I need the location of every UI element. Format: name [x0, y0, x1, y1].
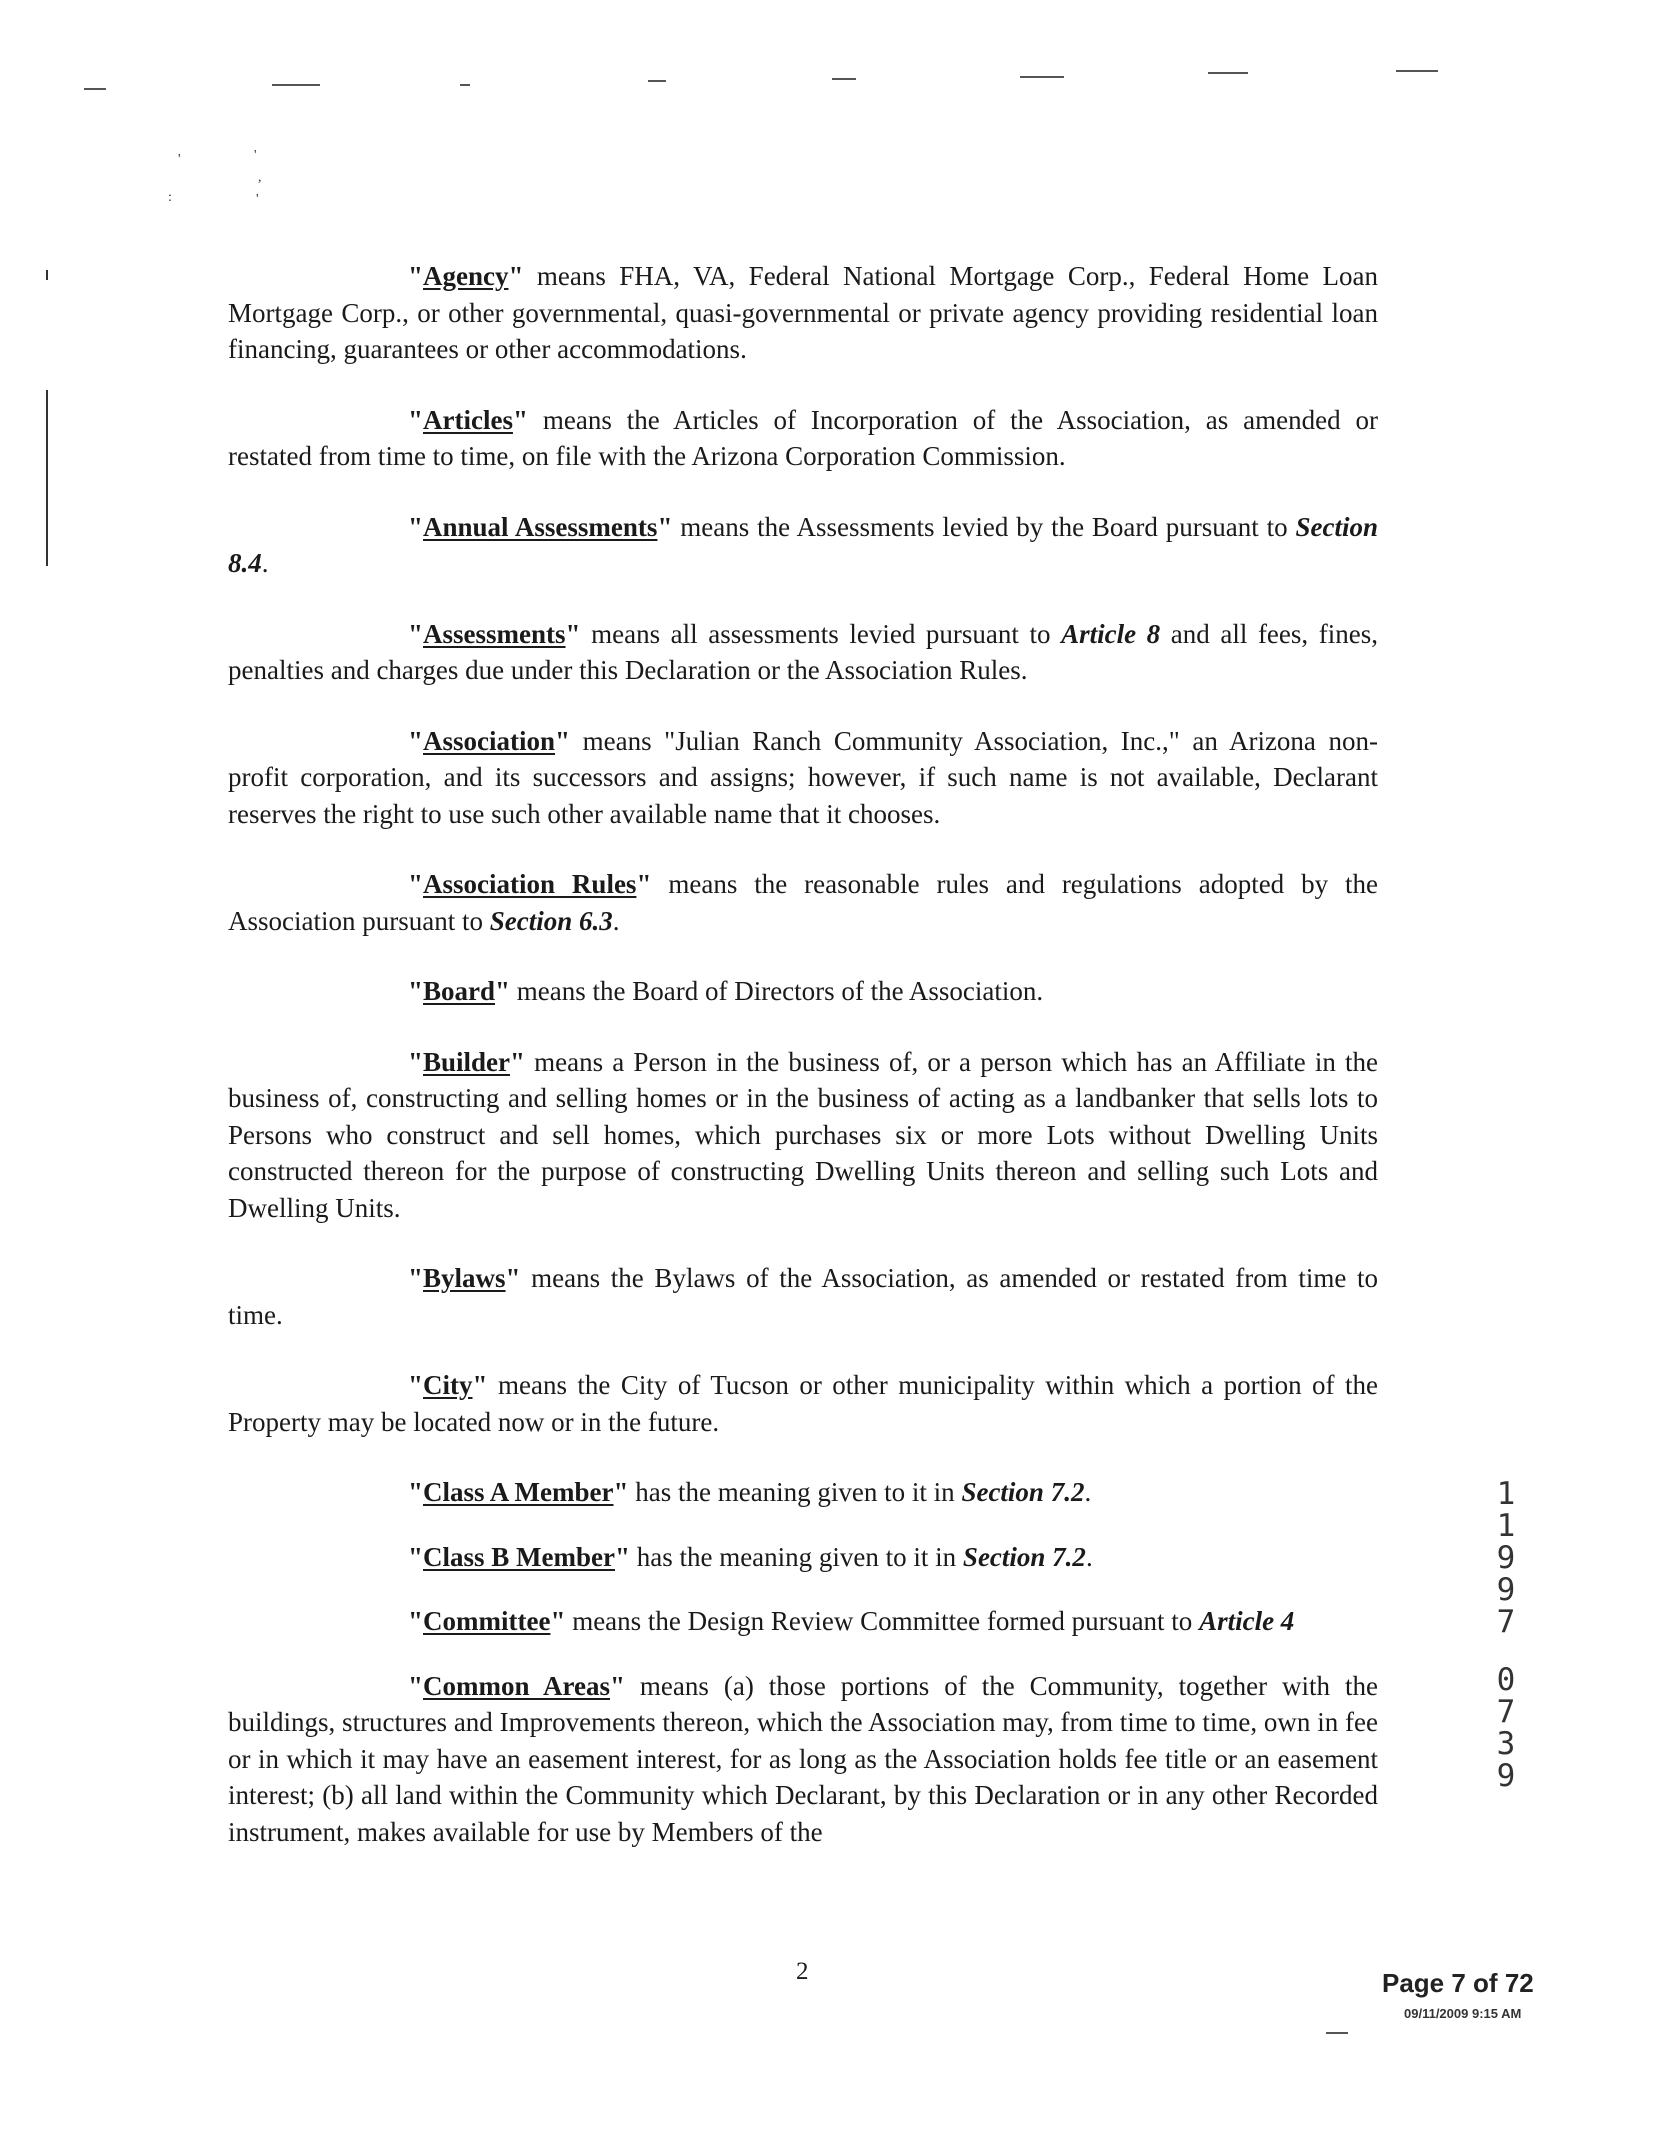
definition-text: means "Julian Ranch Community Association, Inc.," an Arizona non-profit corporation, and its successors and assigns; however, if such name is not available, Declarant reserves the right to use such other available name that it chooses.	[228, 725, 1378, 829]
definition-common-areas: "Common Areas" means (a) those portions of the Community, together with the buildings, structures and Improvements thereon, which the Association may, from time to time, own in fee or in which it may have an easement interest, for as long as the Association holds fee title or an easement interest; (b) all land within the Community which Declarant, by this Declaration or in any other Recorded instrument, makes available for use by Members of the	[228, 1670, 1379, 1847]
scan-speck: :	[168, 190, 172, 205]
recording-digit: 1	[1496, 1476, 1516, 1512]
definition-text-after: and all fees, fines, penalties and charges due under this Declaration or the Association Rules.	[228, 618, 1378, 685]
definition-board: "Board" means the Board of Directors of the Association.	[408, 976, 1044, 1006]
definition-class-b-member: "Class B Member" has the meaning given to it in Section 7.2.	[408, 1541, 1093, 1572]
definition-committee: "Committee" means the Design Review Committee formed pursuant to Article 4	[408, 1606, 1295, 1636]
definition-text: means all assessments levied pursuant to	[580, 618, 1062, 649]
definition-text: has the meaning given to it in	[628, 1477, 962, 1507]
term-name: Board	[423, 976, 496, 1006]
recorder-datetime-stamp: 09/11/2009 9:15 AM	[1404, 2006, 1522, 2021]
term-name: Class B Member	[423, 1541, 615, 1572]
scan-dash	[1020, 76, 1064, 78]
scan-dash	[272, 84, 320, 86]
term-name: Bylaws	[423, 1263, 506, 1293]
definition-text: means the reasonable rules and regulations adopted by the Association pursuant to	[228, 869, 1378, 936]
term-name: Committee	[423, 1606, 551, 1636]
term-name: Class A Member	[423, 1477, 614, 1507]
definition-class-a-member: "Class A Member" has the meaning given to it in Section 7.2.	[408, 1477, 1092, 1507]
definition-builder: "Builder" means a Person in the business of, or a person which has an Affiliate in the business of, constructing and selling homes or in the business of acting as a landbanker that sells lots to Persons who construct and sell homes, which purchases six or more Lots without Dwelling Units constructed thereon for the purpose of constructing Dwelling Units thereon and selling such Lots and Dwelling Units.	[228, 1046, 1378, 1223]
recording-digit: 9	[1496, 1540, 1516, 1576]
definition-text: means FHA, VA, Federal National Mortgage Corp., Federal Home Loan Mortgage Corp., or other governmental, quasi-governmental or private agency providing residential loan financing, guarantees or other accommodations.	[228, 261, 1378, 364]
definition-text-after: .	[1084, 1477, 1092, 1507]
section-reference: Section 6.3	[489, 905, 613, 936]
scan-dash	[1326, 2032, 1348, 2034]
definition-assessments: "Assessments" means all assessments levied pursuant to Article 8 and all fees, fines, penalties and charges due under this Declaration or the Association Rules.	[228, 618, 1378, 685]
term-name: Annual Assessments	[423, 511, 658, 542]
term-name: Builder	[423, 1046, 511, 1077]
section-reference: Section 7.2	[962, 1541, 1086, 1572]
recording-digit: 3	[1496, 1726, 1516, 1762]
definition-bylaws: "Bylaws" means the Bylaws of the Association, as amended or restated from time to time.	[228, 1263, 1378, 1330]
definition-association: "Association" means "Julian Ranch Community Association, Inc.," an Arizona non-profit corporation, and its successors and assigns; however, if such name is not available, Declarant reserves the right to use such other available name that it chooses.	[228, 725, 1378, 829]
recording-number-vertical	[1493, 1478, 1519, 1792]
term-name: Association Rules	[423, 869, 637, 899]
definition-text: means (a) those portions of the Community, together with the buildings, structures and Improvements thereon, which the Association may, from time to time, own in fee or in which it may have an easement interest, for as long as the Association holds fee title or an easement interest; (b) all land within the Community which Declarant, by this Declaration or in any other Recorded instrument, makes available for use by Members of the	[228, 1670, 1379, 1847]
term-name: City	[423, 1370, 473, 1400]
definition-agency: "Agency" means FHA, VA, Federal National Mortgage Corp., Federal Home Loan Mortgage Corp., or other governmental, quasi-governmental or private agency providing residential loan financing, guarantees or other accommodations.	[228, 261, 1378, 364]
article-reference: Article 4	[1199, 1606, 1295, 1636]
scan-dash	[832, 78, 856, 80]
definition-text: means the Bylaws of the Association, as amended or restated from time to time.	[228, 1263, 1378, 1330]
recording-digit: 0	[1496, 1662, 1516, 1698]
term-name: Agency	[423, 261, 509, 291]
definition-annual-assessments: "Annual Assessments" means the Assessments levied by the Board pursuant to Section 8.4.	[228, 511, 1379, 578]
scan-margin-mark	[46, 390, 48, 566]
definition-text-after: .	[261, 548, 269, 578]
definition-text-after: .	[612, 905, 620, 936]
scan-dash	[1208, 72, 1248, 74]
definitions-list	[228, 258, 1378, 1884]
definition-text: means the Articles of Incorporation of the Association, as amended or restated from time to time, on file with the Arizona Corporation Commission.	[228, 404, 1378, 471]
definition-text: means the Board of Directors of the Association.	[510, 976, 1044, 1006]
scan-dash	[84, 88, 106, 90]
section-reference: Section 7.2	[961, 1477, 1085, 1507]
section-reference: Section 8.4	[228, 511, 1379, 578]
term-name: Association	[423, 725, 556, 756]
scan-speck: '	[256, 192, 259, 207]
scan-margin-mark	[46, 270, 48, 280]
recording-digit: 7	[1496, 1694, 1516, 1730]
term-name: Common Areas	[423, 1670, 610, 1701]
recording-digit: 1	[1496, 1508, 1516, 1544]
definition-text: means the Assessments levied by the Board pursuant to	[672, 511, 1296, 542]
scan-speck: ,	[258, 170, 262, 185]
scan-speck: '	[254, 148, 257, 163]
article-reference: Article 8	[1061, 618, 1161, 649]
term-name: Articles	[423, 404, 513, 435]
definition-text: has the meaning given to it in	[629, 1541, 963, 1572]
scan-speck: '	[178, 152, 181, 167]
definition-text: means the City of Tucson or other municipality within which a portion of the Property may be located now or in the future.	[228, 1370, 1378, 1437]
scan-dash	[1396, 70, 1438, 72]
term-name: Assessments	[423, 618, 566, 649]
definition-association-rules: "Association Rules" means the reasonable rules and regulations adopted by the Association pursuant to Section 6.3.	[228, 869, 1378, 936]
scan-dash	[648, 80, 666, 82]
recording-digit: 9	[1496, 1572, 1516, 1608]
definition-articles: "Articles" means the Articles of Incorporation of the Association, as amended or restated from time to time, on file with the Arizona Corporation Commission.	[228, 404, 1378, 471]
definition-text: means the Design Review Committee formed pursuant to	[565, 1606, 1200, 1636]
page-number: 2	[796, 1958, 809, 1985]
recording-digit: 9	[1496, 1758, 1516, 1794]
scan-dash	[460, 84, 470, 86]
definition-city: "City" means the City of Tucson or other municipality within which a portion of the Property may be located now or in the future.	[228, 1370, 1378, 1437]
recording-digit: 7	[1496, 1604, 1516, 1640]
definition-text: means a Person in the business of, or a person which has an Affiliate in the business of, constructing and selling homes or in the business of acting as a landbanker that sells lots to Persons who construct and sell homes, which purchases six or more Lots without Dwelling Units constructed thereon for the purpose of constructing Dwelling Units thereon and selling such Lots and Dwelling Units.	[228, 1046, 1378, 1223]
recorder-page-stamp: Page 7 of 72	[1382, 1968, 1534, 1998]
definition-text-after: .	[1085, 1541, 1093, 1572]
